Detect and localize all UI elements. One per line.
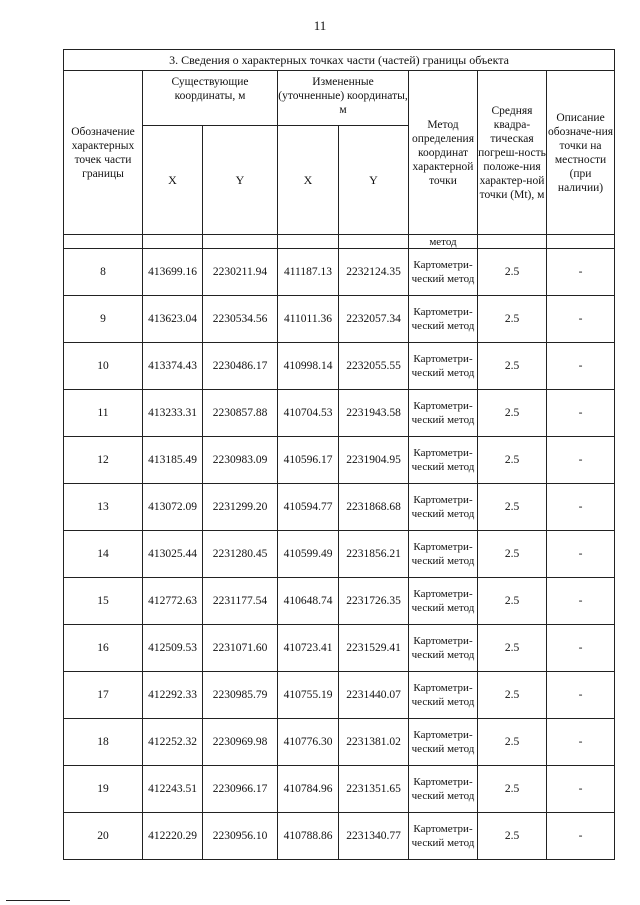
table-row (64, 672, 615, 719)
existing-y-cell: 2230534.56 (203, 296, 278, 343)
continuation-cell (478, 235, 547, 249)
point-cell: 10 (64, 343, 143, 390)
description-cell: - (547, 343, 615, 390)
continuation-cell (64, 235, 143, 249)
error-cell: 2.5 (478, 766, 547, 813)
changed-x-cell: 411187.13 (278, 249, 339, 296)
header-changed-coordinates: Измененные (уточненные) координаты, м (278, 71, 409, 126)
page-number: 11 (313, 18, 327, 33)
existing-y-cell: 2230985.79 (203, 672, 278, 719)
changed-x-cell: 410788.86 (278, 813, 339, 860)
existing-y-cell: 2230969.98 (203, 719, 278, 766)
table-row (64, 766, 615, 813)
point-cell: 17 (64, 672, 143, 719)
changed-y-cell: 2232057.34 (339, 296, 409, 343)
method-cell: Картометри-ческий метод (409, 343, 478, 390)
point-cell: 15 (64, 578, 143, 625)
changed-x-cell: 410723.41 (278, 625, 339, 672)
changed-x-cell: 410594.77 (278, 484, 339, 531)
table-row (64, 531, 615, 578)
method-cell: Картометри-ческий метод (409, 296, 478, 343)
description-cell: - (547, 578, 615, 625)
error-cell: 2.5 (478, 672, 547, 719)
table-row (64, 484, 615, 531)
existing-x-cell: 412509.53 (143, 625, 203, 672)
table-row (64, 296, 615, 343)
method-cell: Картометри-ческий метод (409, 531, 478, 578)
existing-y-cell: 2231071.60 (203, 625, 278, 672)
header-changed-y: Y (339, 126, 409, 235)
point-cell: 12 (64, 437, 143, 484)
changed-y-cell: 2232124.35 (339, 249, 409, 296)
method-cell: Картометри-ческий метод (409, 672, 478, 719)
error-cell: 2.5 (478, 578, 547, 625)
error-cell: 2.5 (478, 296, 547, 343)
changed-y-cell: 2231904.95 (339, 437, 409, 484)
existing-y-cell: 2231299.20 (203, 484, 278, 531)
changed-y-cell: 2231868.68 (339, 484, 409, 531)
table-row (64, 437, 615, 484)
point-cell: 20 (64, 813, 143, 860)
changed-x-cell: 410599.49 (278, 531, 339, 578)
continuation-cell (203, 235, 278, 249)
table-row (64, 625, 615, 672)
changed-y-cell: 2231440.07 (339, 672, 409, 719)
existing-x-cell: 413699.16 (143, 249, 203, 296)
existing-x-cell: 413374.43 (143, 343, 203, 390)
existing-y-cell: 2230983.09 (203, 437, 278, 484)
description-cell: - (547, 672, 615, 719)
point-cell: 8 (64, 249, 143, 296)
continuation-cell (547, 235, 615, 249)
existing-y-cell: 2230966.17 (203, 766, 278, 813)
changed-y-cell: 2231856.21 (339, 531, 409, 578)
description-cell: - (547, 390, 615, 437)
changed-y-cell: 2232055.55 (339, 343, 409, 390)
changed-y-cell: 2231529.41 (339, 625, 409, 672)
error-cell: 2.5 (478, 390, 547, 437)
existing-x-cell: 413623.04 (143, 296, 203, 343)
changed-x-cell: 410998.14 (278, 343, 339, 390)
error-cell: 2.5 (478, 484, 547, 531)
changed-y-cell: 2231726.35 (339, 578, 409, 625)
point-cell: 16 (64, 625, 143, 672)
point-cell: 14 (64, 531, 143, 578)
table-row (64, 578, 615, 625)
method-cell: Картометри-ческий метод (409, 390, 478, 437)
method-cell: Картометри-ческий метод (409, 719, 478, 766)
description-cell: - (547, 766, 615, 813)
table-row (64, 813, 615, 860)
method-cell: Картометри-ческий метод (409, 625, 478, 672)
changed-x-cell: 410704.53 (278, 390, 339, 437)
changed-y-cell: 2231381.02 (339, 719, 409, 766)
footnote-separator (6, 900, 70, 901)
changed-x-cell: 410784.96 (278, 766, 339, 813)
existing-x-cell: 412252.32 (143, 719, 203, 766)
table-row (64, 719, 615, 766)
header-existing-y: Y (203, 126, 278, 235)
header-existing-coordinates: Существующие координаты, м (143, 71, 278, 126)
changed-x-cell: 410755.19 (278, 672, 339, 719)
table-row (64, 343, 615, 390)
method-cell: Картометри-ческий метод (409, 766, 478, 813)
existing-x-cell: 413233.31 (143, 390, 203, 437)
existing-y-cell: 2230956.10 (203, 813, 278, 860)
point-cell: 13 (64, 484, 143, 531)
method-cell: Картометри-ческий метод (409, 578, 478, 625)
existing-y-cell: 2230486.17 (203, 343, 278, 390)
description-cell: - (547, 531, 615, 578)
error-cell: 2.5 (478, 813, 547, 860)
existing-x-cell: 413185.49 (143, 437, 203, 484)
method-cell: Картометри-ческий метод (409, 813, 478, 860)
existing-x-cell: 413025.44 (143, 531, 203, 578)
description-cell: - (547, 437, 615, 484)
header-method: Метод определения координат характерной точки (409, 71, 478, 235)
existing-y-cell: 2231280.45 (203, 531, 278, 578)
error-cell: 2.5 (478, 249, 547, 296)
header-existing-x: X (143, 126, 203, 235)
description-cell: - (547, 249, 615, 296)
header-description: Описание обозначе-ния точки на местности (при наличии) (547, 71, 615, 235)
table-title: 3. Сведения о характерных точках части (частей) границы объекта (64, 50, 615, 71)
continuation-cell (278, 235, 339, 249)
changed-x-cell: 410596.17 (278, 437, 339, 484)
method-cell: Картометри-ческий метод (409, 249, 478, 296)
continuation-cell (143, 235, 203, 249)
changed-y-cell: 2231351.65 (339, 766, 409, 813)
point-cell: 18 (64, 719, 143, 766)
point-cell: 19 (64, 766, 143, 813)
changed-y-cell: 2231340.77 (339, 813, 409, 860)
description-cell: - (547, 625, 615, 672)
error-cell: 2.5 (478, 531, 547, 578)
method-cell: Картометри-ческий метод (409, 437, 478, 484)
point-cell: 11 (64, 390, 143, 437)
description-cell: - (547, 484, 615, 531)
existing-y-cell: 2230211.94 (203, 249, 278, 296)
existing-x-cell: 412772.63 (143, 578, 203, 625)
existing-x-cell: 412243.51 (143, 766, 203, 813)
existing-y-cell: 2230857.88 (203, 390, 278, 437)
existing-x-cell: 412220.29 (143, 813, 203, 860)
table-row (64, 390, 615, 437)
table-row (64, 249, 615, 296)
method-cell: Картометри-ческий метод (409, 484, 478, 531)
changed-x-cell: 411011.36 (278, 296, 339, 343)
error-cell: 2.5 (478, 719, 547, 766)
description-cell: - (547, 719, 615, 766)
header-error: Средняя квадра-тическая погреш-ность положе-ния характер-ной точки (Mt), м (478, 71, 547, 235)
continuation-method: метод (409, 235, 478, 249)
changed-x-cell: 410776.30 (278, 719, 339, 766)
existing-y-cell: 2231177.54 (203, 578, 278, 625)
changed-y-cell: 2231943.58 (339, 390, 409, 437)
boundary-points-table (63, 49, 615, 860)
continuation-cell (339, 235, 409, 249)
error-cell: 2.5 (478, 343, 547, 390)
header-designation: Обозначение характерных точек части границы (64, 71, 143, 235)
point-cell: 9 (64, 296, 143, 343)
existing-x-cell: 412292.33 (143, 672, 203, 719)
changed-x-cell: 410648.74 (278, 578, 339, 625)
existing-x-cell: 413072.09 (143, 484, 203, 531)
header-changed-x: X (278, 126, 339, 235)
error-cell: 2.5 (478, 437, 547, 484)
error-cell: 2.5 (478, 625, 547, 672)
description-cell: - (547, 296, 615, 343)
description-cell: - (547, 813, 615, 860)
